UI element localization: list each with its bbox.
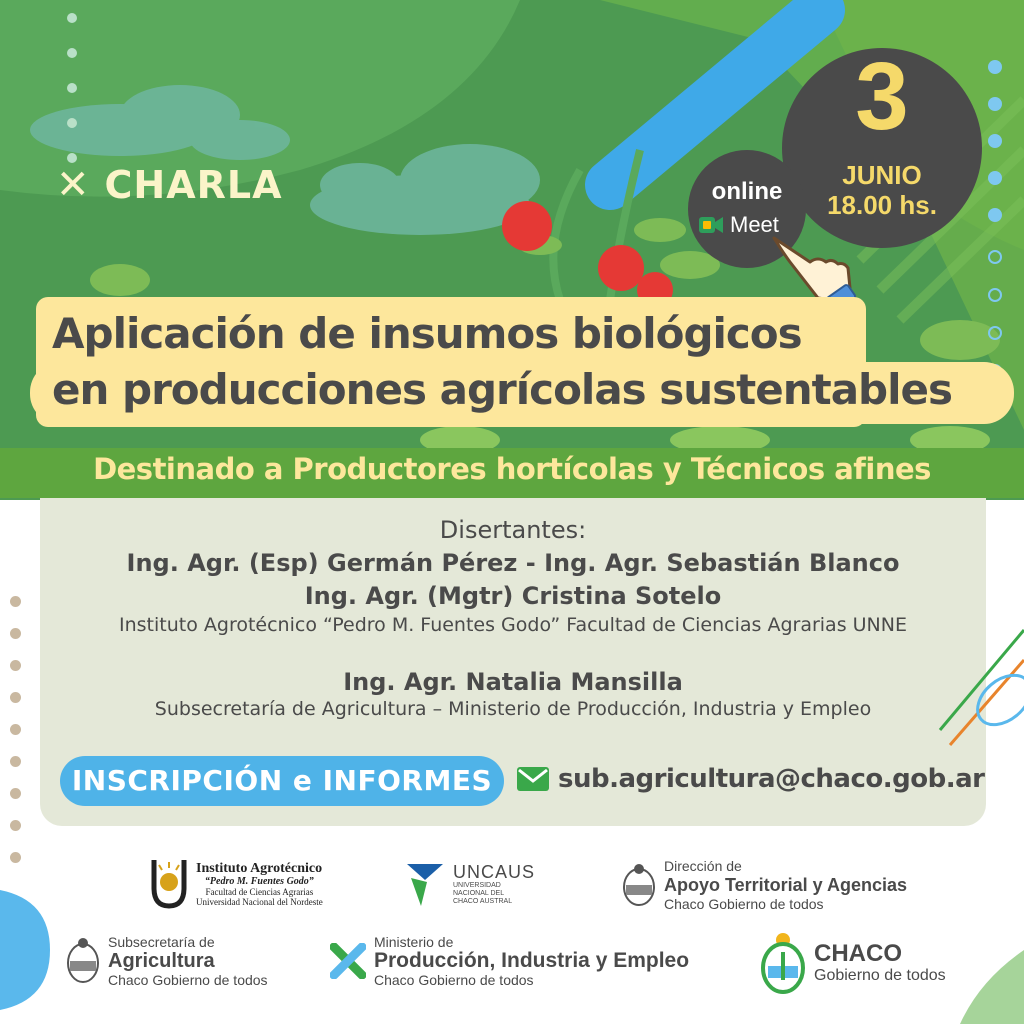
uncaus-name: UNCAUS	[453, 862, 536, 882]
close-x-icon: ✕	[56, 162, 91, 208]
direccion-big: Apoyo Territorial y Agencias	[664, 875, 908, 895]
envelope-icon	[516, 766, 550, 792]
instituto-line3: Facultad de Ciencias Agrarias	[205, 887, 314, 897]
logo-chaco-gobierno	[760, 930, 946, 996]
speakers-line-1: Ing. Agr. (Esp) Germán Pérez - Ing. Agr. Sebastián Blanco	[126, 549, 900, 577]
decorative-dots	[10, 596, 21, 884]
online-label: online	[711, 178, 783, 205]
event-time: 18.00 hs.	[827, 190, 937, 220]
uncaus-line2: NACIONAL DEL	[453, 890, 505, 897]
chaco-shield-icon	[66, 935, 100, 987]
subsecretaria-big: Agricultura	[108, 950, 215, 972]
chaco-shield-icon	[622, 861, 656, 909]
decorative-lines	[930, 620, 1024, 750]
meet-label: Meet	[730, 212, 779, 237]
chaco-tag: Gobierno de todos	[814, 967, 946, 984]
ministerio-big: Producción, Industria y Empleo	[374, 949, 690, 972]
instituto-name: Instituto Agrotécnico	[196, 861, 323, 876]
subsecretaria-tag: Chaco Gobierno de todos	[108, 972, 268, 988]
talk-tag-label: CHARLA	[104, 163, 283, 207]
speakers-label: Disertantes:	[439, 516, 587, 544]
speakers-line-2: Ing. Agr. (Mgtr) Cristina Sotelo	[304, 582, 722, 610]
instituto-sub: “Pedro M. Fuentes Godo”	[204, 876, 314, 887]
decorative-blue-blob	[0, 880, 60, 1024]
logo-instituto-agrotecnico	[150, 858, 323, 910]
subsecretaria-small: Subsecretaría de	[108, 934, 215, 950]
google-meet-icon	[698, 214, 724, 236]
logo-direccion-apoyo-territorial	[622, 858, 907, 912]
instituto-emblem-icon	[150, 858, 188, 910]
uncaus-line1: UNIVERSIDAD	[453, 882, 501, 889]
direccion-small: Dirección de	[664, 858, 742, 874]
audience-text: Destinado a Productores hortícolas y Técnicos afines	[93, 452, 931, 486]
ministerio-tag: Chaco Gobierno de todos	[374, 972, 534, 988]
chaco-name: CHACO	[814, 940, 902, 967]
direccion-tag: Chaco Gobierno de todos	[664, 896, 824, 912]
event-day: 3	[855, 43, 909, 150]
uncaus-emblem-icon	[405, 860, 445, 908]
event-month: JUNIO	[842, 160, 922, 190]
talk-tag	[56, 162, 283, 208]
event-date-badge	[782, 43, 982, 248]
registration-button[interactable]: INSCRIPCIÓN e INFORMES	[60, 756, 504, 806]
event-title-line1: Aplicación de insumos biológicos	[52, 309, 802, 358]
ministerio-x-icon	[330, 943, 366, 979]
speakers-institution-2: Subsecretaría de Agricultura – Ministerio de Producción, Industria y Empleo	[154, 698, 872, 720]
speakers-line-3: Ing. Agr. Natalia Mansilla	[343, 668, 683, 696]
instituto-line4: Universidad Nacional del Nordeste	[196, 897, 323, 907]
decorative-green-corner	[960, 950, 1024, 1024]
event-title-line2: en producciones agrícolas sustentables	[52, 365, 953, 414]
logo-ministerio-produccion	[330, 934, 689, 988]
speakers-institution-1: Instituto Agrotécnico “Pedro M. Fuentes Godo” Facultad de Ciencias Agrarias UNNE	[119, 614, 907, 636]
logo-uncaus	[405, 860, 535, 908]
email-contact[interactable]	[516, 764, 984, 794]
logo-subsecretaria-agricultura	[66, 934, 268, 988]
email-link[interactable]: sub.agricultura@chaco.gob.ar	[558, 764, 985, 794]
event-title	[52, 306, 952, 418]
uncaus-line3: CHACO AUSTRAL	[453, 898, 513, 905]
ministerio-small: Ministerio de	[374, 934, 454, 950]
chaco-coat-of-arms-icon	[760, 930, 806, 996]
meet-row	[698, 212, 779, 238]
